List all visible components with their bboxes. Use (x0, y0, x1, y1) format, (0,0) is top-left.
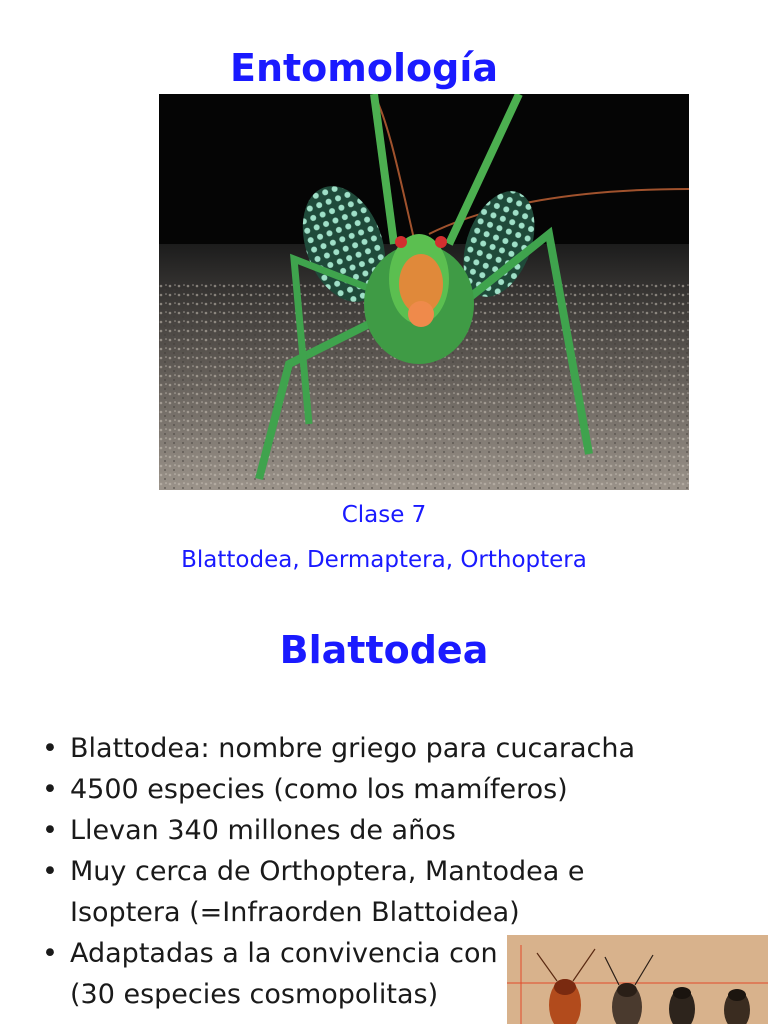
bullet-item (42, 769, 662, 810)
bullet-text: Llevan 340 millones de años (70, 815, 456, 846)
class-number: Clase 7 (341, 502, 427, 528)
bullet-text: Muy cerca de Orthoptera, Mantodea e (70, 856, 585, 887)
section-title: Blattodea (279, 628, 489, 672)
katydid-photo (159, 94, 689, 490)
bullet-text-continued: (30 especies cosmopolitas) (70, 979, 439, 1010)
bullet-glyph: • (42, 856, 58, 887)
bullet-text-continued: Isoptera (=Infraorden Blattoidea) (70, 897, 520, 928)
bullet-item (42, 728, 662, 769)
class-orders: Blattodea, Dermaptera, Orthoptera (181, 547, 587, 573)
bullet-glyph: • (42, 815, 58, 846)
bullet-glyph: • (42, 733, 58, 764)
slide-title: Entomología (230, 46, 498, 90)
bullet-text: Blattodea: nombre griego para cucaracha (70, 733, 636, 764)
cockroach-specimens-photo (507, 935, 768, 1024)
bullet-glyph: • (42, 938, 58, 969)
bullet-text: 4500 especies (como los mamíferos) (70, 774, 568, 805)
bullet-item (42, 851, 662, 933)
bullet-item (42, 810, 662, 851)
katydid-illustration (159, 94, 689, 490)
bullet-text: Adaptadas a la convivencia con (70, 938, 498, 969)
bullet-glyph: • (42, 774, 58, 805)
cockroach-illustration (507, 935, 768, 1024)
